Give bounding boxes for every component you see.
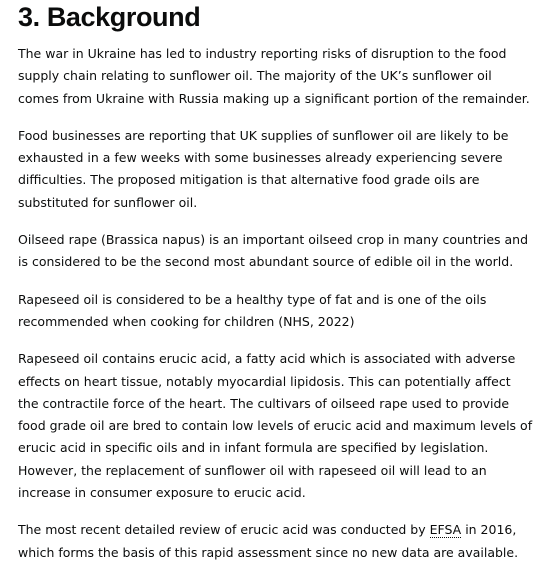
efsa-text-after: in 2016, which forms the basis of this rapid assessment since no new data are available.	[18, 522, 519, 560]
paragraph-healthy-fat: Rapeseed oil is considered to be a healthy type of fat and is one of the oils recommended when cooking for children (NHS, 2022)	[18, 291, 487, 329]
section-body	[18, 43, 535, 564]
paragraph-ukraine-supply: The war in Ukraine has led to industry reporting risks of disruption to the food supply chain relating to sunflower oil. The majority of the UK’s sunflower oil comes from Ukraine with Russia making up a significant portion of the remainder.	[18, 46, 530, 106]
paragraph-efsa-review	[18, 519, 535, 564]
paragraph-erucic-acid: Rapeseed oil contains erucic acid, a fatty acid which is associated with adverse effects on heart tissue, notably myocardial lipidosis. This can potentially affect the contractile force of the heart. The cultivars of oilseed rape used to provide food grade oil are bred to contain low levels of erucic acid and maximum levels of erucic acid in specific oils and in infant formula are specified by legislation. However, the replacement of sunflower oil with rapeseed oil will lead to an increase in consumer exposure to erucic acid.	[18, 351, 533, 501]
efsa-text-before: The most recent detailed review of erucic acid was conducted by	[18, 522, 430, 538]
section-heading: 3. Background	[18, 2, 201, 32]
efsa-abbreviation[interactable]: EFSA	[429, 522, 462, 538]
paragraph-uk-supplies: Food businesses are reporting that UK supplies of sunflower oil are likely to be exhausted in a few weeks with some businesses already experiencing severe difficulties. The proposed mitigation is that alternative food grade oils are substituted for sunflower oil.	[18, 127, 509, 210]
paragraph-oilseed-rape: Oilseed rape (Brassica napus) is an important oilseed crop in many countries and is considered to be the second most abundant source of edible oil in the world.	[18, 232, 529, 270]
